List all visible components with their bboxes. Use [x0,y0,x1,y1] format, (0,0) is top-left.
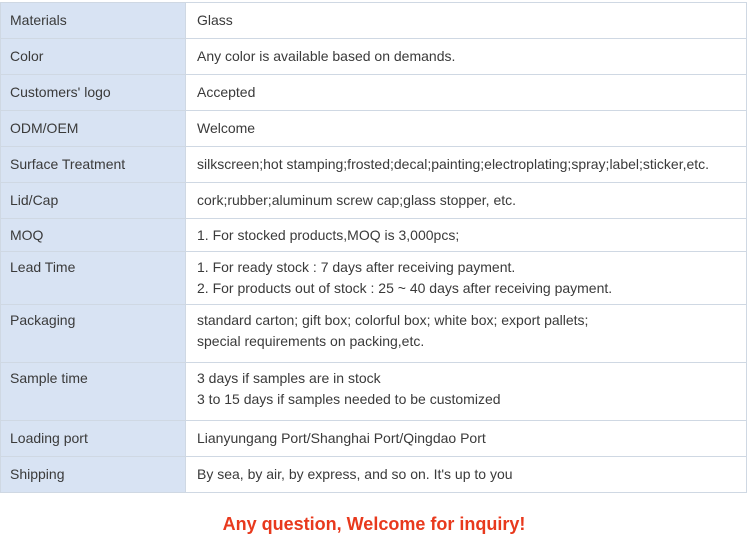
spec-row-color [1,39,747,75]
spec-value-line: standard carton; gift box; colorful box; white box; export pallets; [197,312,589,328]
spec-value [186,147,747,183]
spec-row-moq [1,219,747,252]
spec-value [186,3,747,39]
spec-row-loading-port [1,421,747,457]
spec-row-odm-oem [1,111,747,147]
spec-value-line: special requirements on packing,etc. [197,333,425,349]
spec-label: Surface Treatment [1,147,186,183]
spec-row-lid-cap [1,183,747,219]
spec-label: ODM/OEM [1,111,186,147]
spec-label: Color [1,39,186,75]
spec-label: Customers' logo [1,75,186,111]
spec-value-line: Lianyungang Port/Shanghai Port/Qingdao Port [197,430,486,446]
spec-value-line: 3 to 15 days if samples needed to be customized [197,391,501,407]
inquiry-note: Any question, Welcome for inquiry! [222,514,526,534]
spec-value-line: 1. For stocked products,MOQ is 3,000pcs; [197,226,460,243]
spec-label: Lid/Cap [1,183,186,219]
spec-value-line: Glass [197,12,233,28]
spec-value [186,305,747,363]
spec-label: Sample time [1,363,186,421]
spec-value [186,111,747,147]
spec-label: Shipping [1,457,186,493]
spec-row-shipping [1,457,747,493]
spec-value-line: silkscreen;hot stamping;frosted;decal;painting;electroplating;spray;label;sticker,etc. [197,156,710,172]
product-spec-table [0,2,747,493]
spec-value [186,363,747,421]
spec-value [186,252,747,305]
spec-value-line: cork;rubber;aluminum screw cap;glass stopper, etc. [197,192,517,208]
spec-value [186,421,747,457]
spec-label: Loading port [1,421,186,457]
spec-row-lead-time [1,252,747,305]
spec-label: Packaging [1,305,186,363]
spec-value-line: Accepted [197,84,256,100]
spec-label: MOQ [1,219,186,252]
spec-value-line: 2. For products out of stock : 25 ~ 40 days after receiving payment. [197,280,613,296]
spec-row-customers-logo [1,75,747,111]
spec-label: Lead Time [1,252,186,305]
spec-value [186,219,747,252]
spec-value [186,457,747,493]
spec-value [186,39,747,75]
spec-row-surface-treatment [1,147,747,183]
spec-row-sample-time [1,363,747,421]
spec-value-line: 1. For ready stock : 7 days after receiving payment. [197,259,516,275]
spec-value [186,183,747,219]
spec-label: Materials [1,3,186,39]
spec-value [186,75,747,111]
spec-value-line: Welcome [197,120,256,136]
spec-value-line: By sea, by air, by express, and so on. It's up to you [197,466,513,482]
spec-row-materials [1,3,747,39]
spec-value-line: 3 days if samples are in stock [197,370,381,386]
spec-value-line: Any color is available based on demands. [197,48,456,64]
spec-row-packaging [1,305,747,363]
